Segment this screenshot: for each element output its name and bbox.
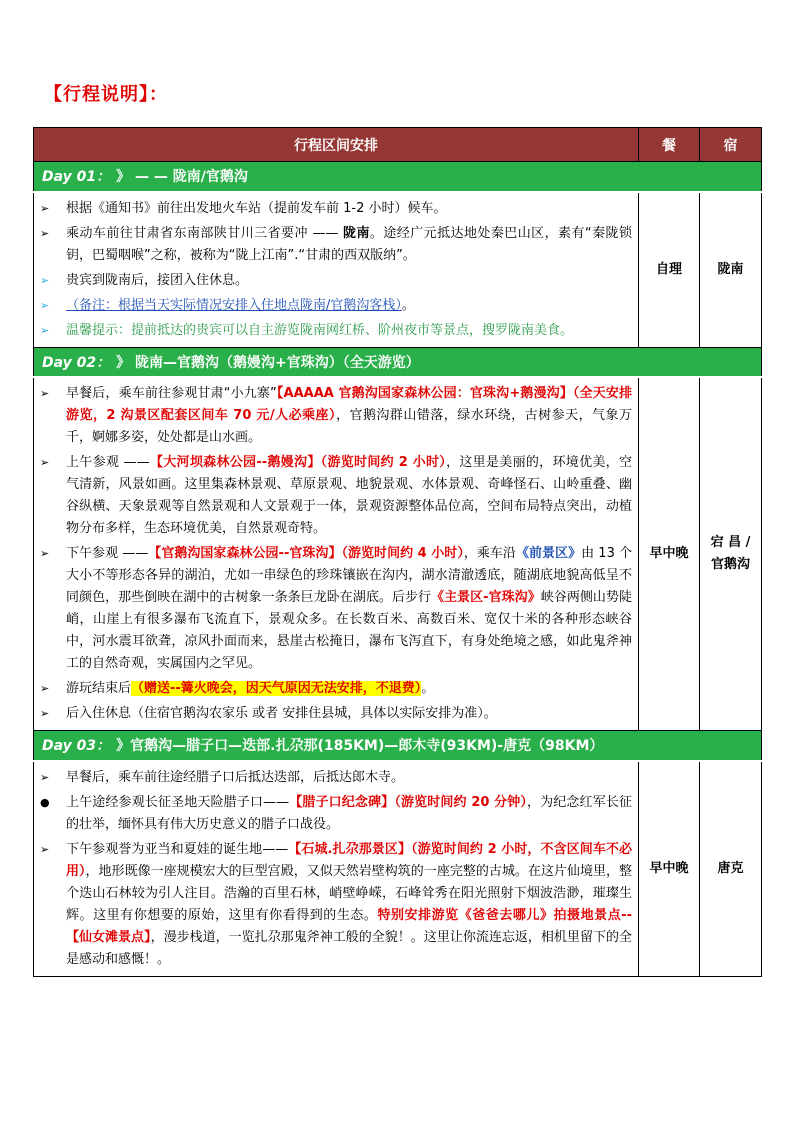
arrow-bullet-icon: ➢ [40, 547, 50, 560]
day-1-stay: 陇南 [700, 192, 762, 348]
arrow-bullet-icon: ➢ [40, 323, 50, 337]
arrow-bullet-icon: ➢ [40, 298, 50, 312]
arrow-bullet-icon: ➢ [40, 842, 50, 856]
list-item: ➢ 下午参观 ——【官鹅沟国家森林公园--官珠沟】（游览时间约 4 小时），乘车沿《前景区》由 13 个大小不等形态各异的湖泊，尤如一串绿色的珍珠镶嵌在沟内，湖水清澈透底，随湖底地貌高低呈不同颜色，那些倒映在湖中的古树象一条条巨龙卧在湖底。后步行《主景区-官珠沟》峡谷两侧山势陡峭，山崖上有很多瀑布飞流直下，景观众多。在长数百米、高数百米、宽仅十米的各种形态峡谷中，河水震耳欲聋，凉风扑面而来，悬崖古松掩日，瀑布飞泻直下，有身处绝境之感，如此鬼斧神工的自然奇观，实属国内之罕见。 [38, 543, 632, 675]
day-route: 》 — — 陇南/官鹅沟 [116, 169, 248, 186]
list-item: ➢ 游玩结束后（赠送--篝火晚会，因天气原因无法安排，不退费）。 [38, 678, 632, 700]
list-item: ➢ 根据《通知书》前往出发地火车站（提前发车前 1-2 小时）候车。 [38, 198, 632, 220]
list-item: ➢ 乘动车前往甘肃省东南部陕甘川三省要冲 —— 陇南。途经广元抵达地处秦巴山区，素有“秦陇锁钥，巴蜀咽喉”之称，被称为“陇上江南”.“甘肃的西双版纳”。 [38, 223, 632, 267]
day-1-meal: 自理 [639, 192, 700, 348]
header-meal: 餐 [639, 128, 700, 162]
day-3-body [34, 761, 762, 977]
list-item: ➢ 下午参观誉为亚当和夏娃的诞生地——【石城.扎尕那景区】（游览时间约 2 小时，不含区间车不必用），地形既像一座规模宏大的巨型宫殿，又似天然岩壁构筑的一座完整的古城。在这片仙境里，整个迭山石林较为引人注目。浩瀚的百里石林，峭壁峥嵘，石峰耸秀在阳光照射下烟波浩渺，璀璨生辉。这里有你想要的原始，这里有你看得到的生态。特别安排游览《爸爸去哪儿》拍摄地景点--【仙女滩景点】，漫步栈道，一览扎尕那鬼斧神工般的全貌！。这里让你流连忘返，相机里留下的全是感动和感慨！。 [38, 839, 632, 971]
day-3-stay: 唐克 [700, 761, 762, 977]
day-route: 》官鹅沟—腊子口—迭部.扎尕那(185KM)—郎木寺(93KM)-唐克（98KM） [116, 738, 604, 755]
arrow-bullet-icon: ➢ [40, 201, 50, 215]
dot-bullet-icon: ● [40, 795, 50, 809]
table-header-row [34, 128, 762, 162]
day-number: Day 01： [42, 169, 111, 186]
itinerary-table [33, 127, 762, 977]
day-2-stay: 宕 昌 / 官鹅沟 [700, 377, 762, 731]
day-2-header [34, 347, 762, 377]
day-2-body [34, 377, 762, 731]
header-schedule: 行程区间安排 [34, 128, 639, 162]
day-3-meal: 早中晚 [639, 761, 700, 977]
arrow-bullet-icon: ➢ [40, 387, 50, 400]
arrow-bullet-icon: ➢ [40, 226, 50, 240]
list-item: ➢ 温馨提示：提前抵达的贵宾可以自主游览陇南网红桥、阶州夜市等景点，搜罗陇南美食。 [38, 320, 632, 342]
list-item: ➢ 早餐后，乘车前往参观甘肃“小九寨”【AAAAA 官鹅沟国家森林公园：官珠沟+鹅漫沟】（全天安排游览，2 沟景区配套区间车 70 元/人必乘座），官鹅沟群山错落，绿水环绕，古树参天，气象万千，婀娜多姿，处处都是山水画。 [38, 383, 632, 449]
list-item: ➢ 上午参观 ——【大河坝森林公园--鹅嫚沟】（游览时间约 2 小时），这里是美丽的，环境优美，空气清新，风景如画。这里集森林景观、草原景观、地貌景观、水体景观、奇峰怪石、山岭重叠、幽谷纵横、天象景观等自然景观和人文景观于一体，景观资源整体品位高，空间布局特点突出，动植物分布多样，生态环境优美，自然景观奇特。 [38, 452, 632, 540]
arrow-bullet-icon: ➢ [40, 770, 50, 784]
section-title: 【行程说明】： [44, 84, 168, 105]
day-route: 》 陇南—官鹅沟（鹅嫚沟+官珠沟）（全天游览） [116, 354, 420, 371]
arrow-bullet-icon: ➢ [40, 707, 50, 720]
day-3-header [34, 731, 762, 761]
day-number: Day 03： [42, 738, 111, 755]
list-item: ➢ 早餐后，乘车前往途经腊子口后抵达迭部，后抵达郎木寺。 [38, 767, 632, 789]
day-number: Day 02： [42, 354, 111, 371]
day-1-body [34, 192, 762, 348]
list-item: ➢ 后入住休息（住宿官鹅沟农家乐 或者 安排住县城，具体以实际安排为准）。 [38, 703, 632, 725]
list-item: ● 上午途经参观长征圣地天险腊子口——【腊子口纪念碑】（游览时间约 20 分钟），为纪念红军长征的壮举，缅怀具有伟大历史意义的腊子口战役。 [38, 792, 632, 836]
arrow-bullet-icon: ➢ [40, 682, 50, 695]
list-item: ➢ 贵宾到陇南后，接团入住休息。 [38, 270, 632, 292]
header-stay: 宿 [700, 128, 762, 162]
day-2-meal: 早中晚 [639, 377, 700, 731]
list-item: ➢ （备注：根据当天实际情况安排入住地点陇南/官鹅沟客栈）。 [38, 295, 632, 317]
arrow-bullet-icon: ➢ [40, 273, 50, 287]
arrow-bullet-icon: ➢ [40, 456, 50, 469]
day-1-header [34, 162, 762, 192]
